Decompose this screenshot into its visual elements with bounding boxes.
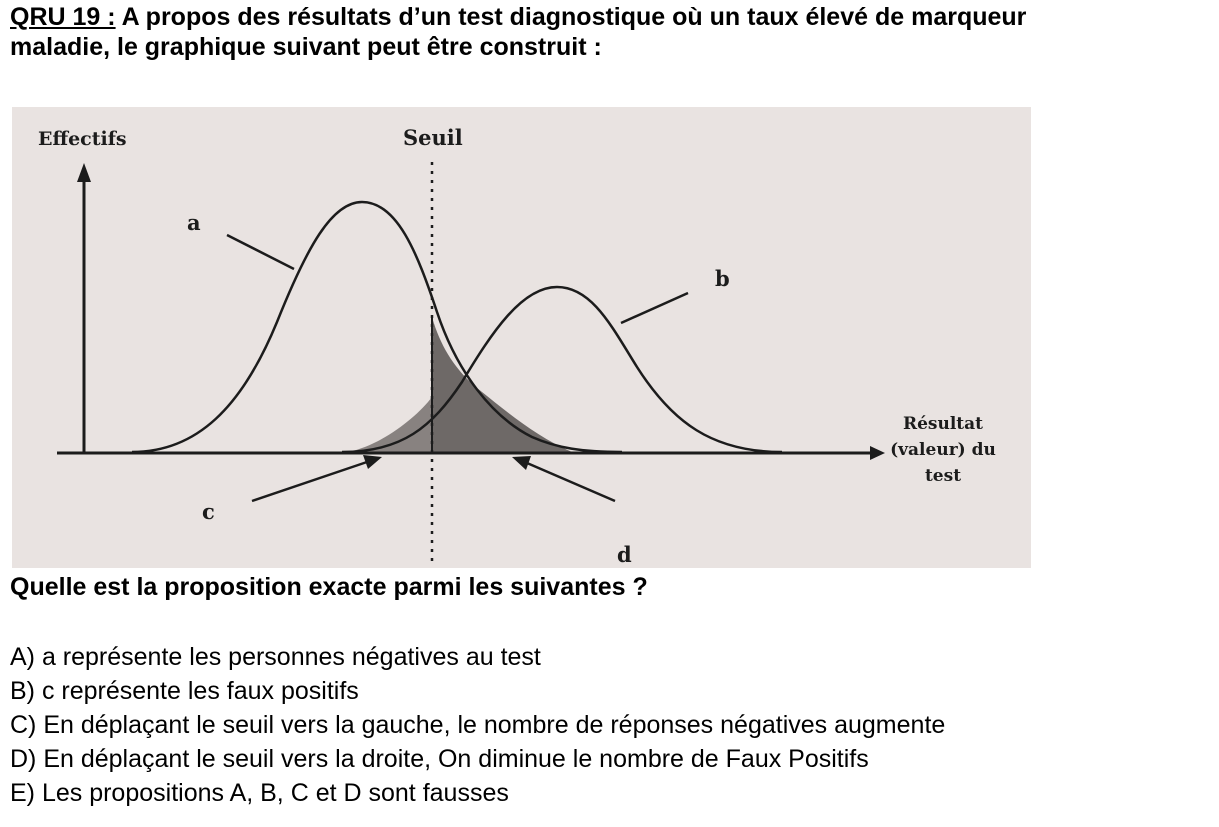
pointer-d (527, 463, 615, 501)
question-title (10, 2, 1219, 62)
option-d[interactable]: D) En déplaçant le seuil vers la droite, On diminue le nombre de Faux Positifs (10, 745, 869, 773)
option-b[interactable]: B) c représente les faux positifs (10, 677, 359, 705)
x-axis-label-line1: Résultat (902, 414, 984, 434)
question-title-line2: maladie, le graphique suivant peut être construit : (10, 33, 602, 61)
question-number: QRU 19 : (10, 3, 116, 31)
distribution-chart (12, 107, 1031, 568)
curve-b-label: b (715, 266, 730, 291)
curve-a (132, 202, 622, 452)
pointer-c (252, 462, 367, 501)
shaded-area-d (432, 317, 572, 452)
threshold-label: Seuil (403, 125, 463, 150)
distribution-figure (12, 107, 1031, 568)
pointer-d-arrowhead (512, 456, 531, 470)
x-axis-arrowhead (870, 446, 885, 460)
y-axis-arrowhead (77, 163, 91, 182)
pointer-c-arrowhead (363, 455, 382, 469)
option-c[interactable]: C) En déplaçant le seuil vers la gauche, le nombre de réponses négatives augmente (10, 711, 946, 739)
option-a[interactable]: A) a représente les personnes négatives au test (10, 643, 541, 671)
question-title-text: A propos des résultats d’un test diagnostique où un taux élevé de marqueur (115, 3, 1027, 31)
y-axis-label: Effectifs (38, 128, 127, 150)
x-axis-label-line2: (valeur) du (890, 440, 996, 460)
answer-options (10, 640, 945, 810)
x-axis-label-line3: test (924, 466, 962, 486)
pointer-b (621, 293, 688, 323)
pointer-a (227, 235, 294, 269)
question-prompt: Quelle est la proposition exacte parmi les suivantes ? (10, 573, 648, 601)
curve-a-label: a (187, 210, 201, 235)
area-c-label: c (202, 499, 215, 524)
option-e[interactable]: E) Les propositions A, B, C et D sont fausses (10, 779, 509, 807)
area-d-label: d (617, 542, 632, 567)
